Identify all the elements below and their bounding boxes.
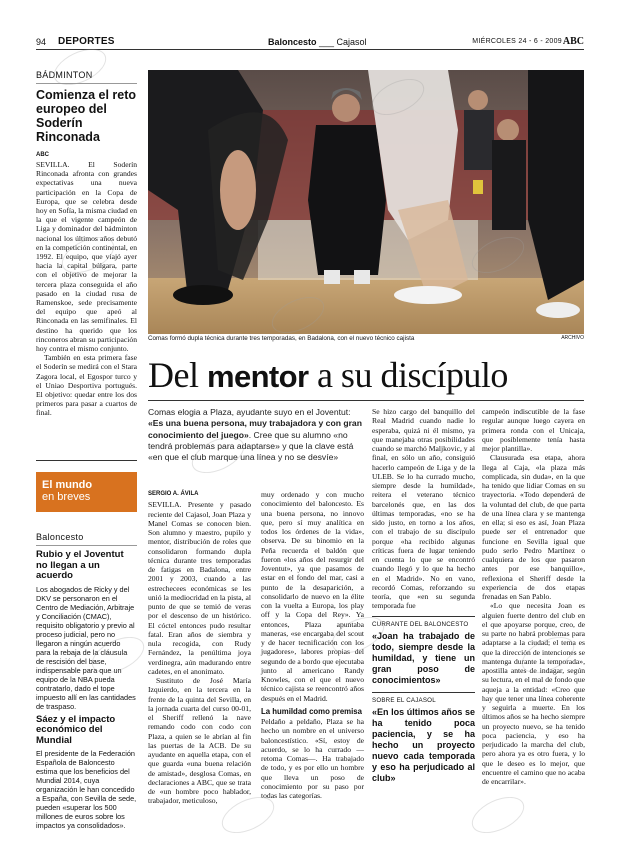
pull-quote: «En los últimos años se ha tenido poca paciencia, y se ha hecho un proyecto nuevo cada temporada y eso ha perjudicado al club»: [372, 707, 475, 783]
column-paragraph: campeón indiscutible de la fase regular aunque luego cayera en primera ronda con el Unicaja, que posiblemente tenía hasta mejor plantilla».: [482, 407, 585, 453]
main-headline: [148, 355, 584, 397]
page-number: 94: [36, 37, 47, 47]
brief-headline: Rubio y el Joventut no llegan a un acuerdo: [36, 549, 124, 581]
brief-text: Los abogados de Ricky y del DKV se personaron en el Centro de Mediación, Arbitraje y Conciliación (CMAC), requisito obligatorio y previo al proceso judicial, pero no llegaron a ningún acuerdo para la rebaja de la cláusula de rescisión del base, indispensable para que un equipo de la NBA pueda contratarlo, dado el tope impuesto allí en las cantidades de traspaso.: [36, 584, 136, 711]
brief-text: El presidente de la Federación Española de Baloncesto estima que los beneficios del Mundial 2014, cuya organización le han concedido a España, con Sevilla de sede, pueden «superar los 500 millones de euros sobre los impactos ya consolidados».: [36, 749, 137, 830]
left-headline: Comienza el reto europeo del Soderín Rinconada: [36, 88, 137, 144]
topic-label: Baloncesto ___ Cajasol: [268, 37, 367, 47]
column-subheading: La humildad como premisa: [261, 706, 362, 716]
column-paragraph: Clausurada esa etapa, ahora llega al Caja, «la plaza más complicada, sin duda», en la que ha tenido que lidiar Comas en su trayectoria. «Todo dependerá de la voluntad del club, de que parta de una línea clara y se mantenga en ella; si eso es así, Joan Plaza puede ser el entrenador que funcione en Sevilla igual que pudo serlo Pedro Martínez o cualquiera de los que pasaron antes por ese banquillo», reflexiona el Sheriff desde la experiencia de dos etapas frenadas en San Pablo.: [482, 453, 585, 601]
left-paragraph: También en esta primera fase el Soderín se medirá con el Stara Zagora local, el Egospor turco y el Uniao Desportiva portugués. El objetivo: quedar entre los dos primeros para pasar a cuartos de final.: [36, 353, 137, 418]
title-pre: Del: [148, 355, 207, 395]
quote-label: CURRANTE DEL BALONCESTO: [372, 616, 475, 629]
column-paragraph: SEVILLA. Presente y pasado reciente del Cajasol, Joan Plaza y Manel Comas se conocen bien. Son alumno y maestro, pupilo y mentor, distribución de roles que consolidaron formando dupla técnica durante tres temporadas de fatigas en Badalona, entre 2001 y 2003, cuando a las estrechecees económicas se les unió la mediocridad en la pista, al punto de que se temió de veras por el descenso de un histórico. El cóctel entonces pudo resultar fatal. Eran años de siembra y nula recogida, con Rudy Fernández, la penúltima joya verdinegra, aún madurando entre cadetes, en el anonimato.: [148, 500, 251, 676]
brand-logo: ABC: [562, 36, 584, 47]
intro-c: . Cree que su alumno «no tendrá problemas para adaptarse» y que la clave está «en que el club marque una línea y no se desvíe»: [148, 429, 354, 463]
photo-caption: [148, 335, 584, 342]
column-4: [482, 407, 585, 786]
left-kicker: BÁDMINTON: [36, 70, 137, 84]
column-paragraph: Se hizo cargo del banquillo del Real Madrid cuando nadie lo esperaba, quizá ni él mismo, ya que manejaba otras posibilidades cuando se marchó Maljkovic, y al final, en sólo un año, consiguió hacerlo campeón de Liga y de la ULEB. Se lo ha currado mucho, siempre desde la humildad», reitera el veterano técnico barcelonés que, en las dos últimas temporadas, «no se ha sido justo, en torno a los años, con el trabajo de su discípulo porque «ha recibido algunas críticas fuera de lugar teniendo en cuenta lo que se encontró cuando llegó y lo que ha hecho en el Madrid». No en vano, recordó Comas, reforzando su teoría, que «en su segunda temporada fue: [372, 407, 475, 611]
brief-headline: Sáez y el impacto económico del Mundial: [36, 713, 116, 746]
column-paragraph: Sustituto de José María Izquierdo, en la tercera en la frente de la quinta del Sevilla, en la jornada cuarta del curso 00-01, el Sheriff rellenó la nave remando codo con codo con Plaza, a quien se le abrían al fin las puertas de la ACB. De su ayudante en aquella etapa, con el que guarda «una buena relación de amistad», desglosa Comas, en declaraciones a ABC, que se trata de «un hombre poco hablador, trabajador, meticuloso,: [148, 676, 251, 806]
topic-bold: Baloncesto: [268, 37, 317, 47]
mundo-box: [36, 472, 137, 512]
intro-a: Comas elogia a Plaza, ayudante suyo en el Joventut:: [148, 407, 351, 417]
title-post: a su discípulo: [308, 355, 508, 395]
intro-b: «Es una buena persona, muy trabajadora y con gran conocimiento del juego»: [148, 418, 362, 440]
column-paragraph: Peldaño a peldaño, Plaza se ha hecho un nombre en el universo baloncestístico. «Sí, estoy de acuerdo, se lo ha currado —retoma Comas—. Ha trabajado de todo, y es por ello un hombre que lleva un poso de conocimiento por su paso por todas las categorías.: [261, 717, 364, 800]
intro-text: [148, 407, 364, 463]
topic-rest: Cajasol: [336, 37, 367, 47]
mundo-title: El mundo: [42, 479, 93, 491]
mundo-subtitle: en breves: [42, 491, 91, 503]
main-byline: SERGIO A. ÁVILA: [148, 491, 199, 497]
main-photo: [148, 70, 584, 334]
column-paragraph: muy ordenado y con mucho conocimiento del baloncesto. Es una buena persona, no innovo que, pero sí muy analítica en todos los órdenes de la vida», observa. De su binomio en la Peña recuerda el baldón que fueron «los años del resurgir del Joventut», ya que pasamos de estar en el fondo del mar, casi a punto de la desaparición, a consolidarlo de nuevo en la élite con la vuelta a Europa, los play off y la Copa del Rey». Ya entonces, Plaza apuntaba maneras, «se encargaba del scout y de hacer tecnificación con los jugadores», labores propias del segundo de a bordo que ejecutaba junto al americano Randy Knowles, con el que el nuevo técnico cajista se reencontró años después en el Madrid.: [261, 490, 364, 703]
divider: [36, 460, 137, 461]
issue-date: MIÉRCOLES 24 - 6 - 2009: [472, 38, 562, 45]
caption-text: Comas formó dupla técnica durante tres temporadas, en Badalona, con el nuevo técnico cajista: [148, 335, 415, 342]
quote-label: SOBRE EL CAJASOL: [372, 692, 475, 705]
left-body: [36, 160, 137, 418]
left-byline: ABC: [36, 152, 49, 158]
briefs-kicker: Baloncesto: [36, 532, 137, 546]
title-bold: mentor: [206, 359, 309, 394]
photo-illustration: [148, 70, 584, 334]
pull-quote: «Joan ha trabajado de todo, siempre desde la humildad, y tiene un gran poso de conocimientos»: [372, 630, 475, 685]
column-3: [372, 407, 475, 790]
column-paragraph: «Lo que necesita Joan es alguien fuerte dentro del club en el que apoyarse porque, creo, de su parte no habrá problemas para adaptarse a la ciudad; el tema es que la dirección de intenciones se mantenga durante la temporada», apostilla antes de indagar, según su lectura, en el mal de fondo que aqueja a la entidad: «Creo que hay que tener una línea coherente y seguirla a muerte. En los últimos años se ha hecho siempre un proyecto nuevo, se ha tenido poca paciencia, y eso ha perjudicado la marcha del club, pero ahora ya es otro fuera, y lo que le deseo es lo mejor, que encuentre el camino que no acaba de encarrilar».: [482, 601, 585, 786]
briefs: [36, 532, 137, 830]
column-1: [148, 490, 251, 806]
photo-credit: ARCHIVO: [561, 335, 584, 341]
left-paragraph: SEVILLA. El Soderín Rinconada afronta con grandes expectativas una nueva participación en la Copa de Europa, que se celebra desde hoy en Sofía, la misma ciudad en la que el vigente campeón de Liga y dominador del bádminton nacional los últimos años debutó en la competición continental, en 1992. El equipo, que viajó ayer hacia la capital búlgara, parte con el objetivo de mejorar la tercera plaza conseguida el año pasado en la ciudad rusa de Ramenskoe, sede precisamente del equipo que apeó al Rinconada en las semifinales. El destino ha querido que los rinconeros abran su participación hoy contra el mismo conjunto.: [36, 160, 138, 354]
watermark-logo: [466, 790, 529, 841]
section-name: DEPORTES: [58, 36, 115, 47]
page-header: [36, 36, 584, 50]
title-divider: [148, 400, 584, 401]
